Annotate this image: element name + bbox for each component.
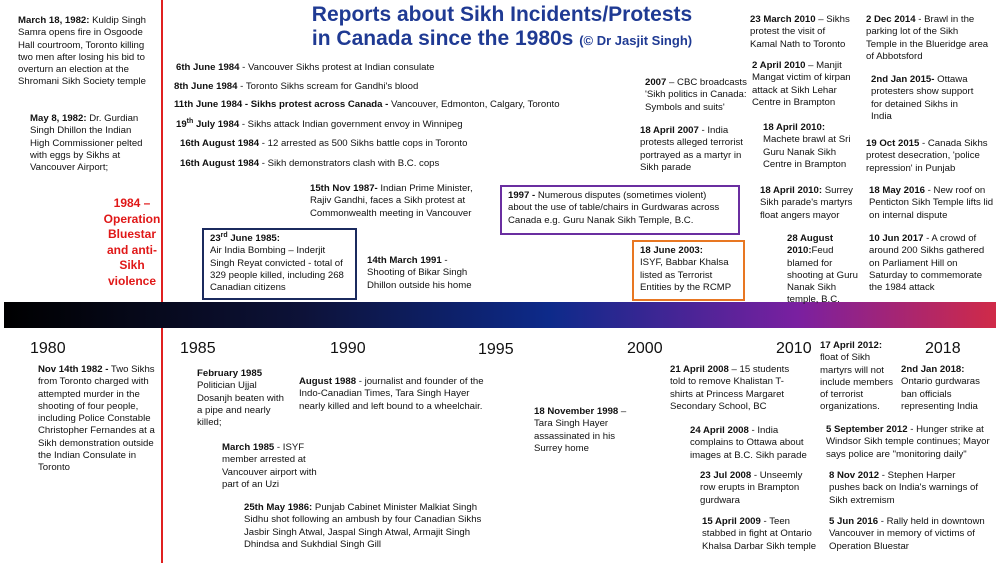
event-nov-2012: 8 Nov 2012 - Stephen Harper pushes back on India's warnings of Sikh extremism (829, 470, 979, 506)
event-nov-1987: 15th Nov 1987- Indian Prime Minister, Rajiv Gandhi, faces a Sikh protest at Commonwealth meeting in Vancouver (310, 183, 473, 219)
year-label-1985: 1985 (180, 340, 216, 357)
event-18-april-2010-machete: 18 April 2010: Machete brawl at Sri Guru Nanak Sikh Centre in Brampton (763, 122, 851, 170)
bluestar-label: 1984 – Operation Bluestar and anti-Sikh violence (103, 196, 161, 288)
event-jul-2008: 23 Jul 2008 - Unseemly row erupts in Brampton gurdwara (700, 470, 803, 506)
air-india-bombing-box (202, 228, 357, 300)
dispute-1997-box (500, 185, 740, 235)
dispute-1997-text: Numerous disputes (sometimes violent) about the use of table/chairs in Gurdwaras across Canada e.g. Guru Nanak Sikh Temple, B.C. (508, 190, 720, 226)
event-24-april-2008: 24 April 2008 - India complains to Ottawa about images at B.C. Sikh parade (690, 425, 807, 461)
year-label-2010: 2010 (776, 340, 812, 357)
terrorist-listing-date: 18 June 2003: (640, 245, 703, 256)
event-nov-1998: 18 November 1998 – Tara Singh Hayer assassinated in his Surrey home (534, 406, 627, 454)
event-16-aug-1984-bc: 16th August 1984 - Sikh demonstrators clash with B.C. cops (180, 158, 440, 169)
year-label-1990: 1990 (330, 340, 366, 357)
page-title (262, 3, 742, 53)
year-label-1995: 1995 (478, 341, 514, 358)
event-aug-2010: 28 August 2010:Feud blamed for shooting at Guru Nanak Sikh temple, B.C. (787, 233, 858, 306)
event-april-2012: 17 April 2012: float of Sikh martyrs will not include members of terrorist organizations. (820, 340, 894, 413)
event-jun-2017: 10 Jun 2017 - A crowd of around 200 Sikhs gathered on Parliament Hill on Saturday to commemorate the 1984 attack (869, 233, 985, 294)
event-aug-1988: August 1988 - journalist and founder of the Indo-Canadian Times, Tara Singh Hayer nearly killed and left bound to a wheelchair. (299, 376, 484, 412)
air-india-text: Air India Bombing – Inderjit Singh Reyat convicted - total of 329 people killed, including 268 Canadian citizens (210, 245, 344, 294)
year-label-2018: 2018 (925, 340, 961, 357)
event-may-1986: 25th May 1986: Punjab Cabinet Minister Malkiat Singh Sidhu shot following an ambush by four Canadian Sikhs Jasbir Singh Atwal, Jaspal Singh Atwal, Armajit Singh Dhindsa and Sukhdial Singh Gill (244, 502, 482, 550)
event-21-april-2008: 21 April 2008 – 15 students told to remove Khalistan T-shirts at Princess Margaret Secondary School, BC (670, 364, 790, 412)
event-8-june-1984: 8th June 1984 - Toronto Sikhs scream for Gandhi's blood (174, 81, 419, 92)
event-feb-1985: February 1985 Politician Ujjal Dosanjh beaten with a pipe and nearly killed; (197, 368, 284, 429)
event-sep-2012: 5 September 2012 - Hunger strike at Windsor Sikh temple continues; Mayor says police are "monitoring daily" (826, 424, 990, 460)
event-march-1991: 14th March 1991 - Shooting of Bikar Singh Dhillon outside his home (367, 255, 472, 291)
event-dec-2014: 2 Dec 2014 - Brawl in the parking lot of the Sikh Temple in the Blueridge area of Abbotsford (866, 14, 989, 62)
dispute-1997-date: 1997 - (508, 190, 536, 201)
event-oct-2015: 19 Oct 2015 - Canada Sikhs protest desecration, 'police repression' in Punjab (866, 138, 988, 174)
event-march-2010: 23 March 2010 – Sikhs protest the visit of Kamal Nath to Toronto (750, 14, 850, 50)
title-line-1: Reports about Sikh Incidents/Protests (311, 3, 693, 26)
event-april-2007: 18 April 2007 - India protests alleged terrorist portrayed as a martyr in Sikh parade (640, 125, 743, 173)
title-line-2: in Canada since the 1980s (© Dr Jasjit Singh) (311, 27, 693, 50)
event-18-april-2010-surrey: 18 April 2010: Surrey Sikh parade's martyrs float angers mayor (760, 185, 853, 221)
event-jan-2015: 2nd Jan 2015- Ottawa protesters show support for detained Sikhs in India (871, 74, 974, 122)
event-may-1982: May 8, 1982: Dr. Gurdian Singh Dhillon the Indian High Commissioner pelted with eggs by Sikhs at Vancouver Airport; (30, 113, 143, 174)
terrorist-listing-2003-box (632, 240, 745, 301)
event-may-2016: 18 May 2016 - New roof on Penticton Sikh Temple lifts lid on internal dispute (869, 185, 994, 221)
year-label-1980: 1980 (30, 340, 66, 357)
event-jun-2016: 5 Jun 2016 - Rally held in downtown Vancouver in memory of victims of Operation Bluestar (829, 516, 985, 552)
title-credit: (© Dr Jasjit Singh) (579, 33, 693, 48)
event-cbc-2007: 2007 – CBC broadcasts 'Sikh politics in Canada: Symbols and suits' (645, 77, 747, 113)
terrorist-listing-text: ISYF, Babbar Khalsa listed as Terrorist Entities by the RCMP (640, 257, 732, 293)
year-label-2000: 2000 (627, 340, 663, 357)
event-6-june-1984: 6th June 1984 - Vancouver Sikhs protest at Indian consulate (176, 62, 435, 73)
air-india-date: 23rd June 1985: (210, 231, 280, 244)
event-march-1985: March 1985 - ISYF member arrested at Vancouver airport with part of an Uzi (222, 442, 317, 490)
event-11-june-1984: 11th June 1984 - Sikhs protest across Canada - Vancouver, Edmonton, Calgary, Toronto (174, 99, 560, 110)
event-jan-2018: 2nd Jan 2018: Ontario gurdwaras ban officials representing India (901, 364, 980, 412)
event-april-2009: 15 April 2009 - Teen stabbed in fight at Ontario Khalsa Darbar Sikh temple (702, 516, 817, 552)
event-nov-1982: Nov 14th 1982 - Two Sikhs from Toronto charged with attempted murder in the shooting of four people, including Police Constable Christopher Fernandes at a Sikh demonstration outside the Indian Consulate in Toronto (38, 364, 155, 474)
event-19-july-1984: 19th July 1984 - Sikhs attack Indian government envoy in Winnipeg (176, 117, 463, 130)
event-16-aug-1984-toronto: 16th August 1984 - 12 arrested as 500 Sikhs battle cops in Toronto (180, 138, 468, 149)
event-march-1982: March 18, 1982: Kuldip Singh Samra opens fire in Osgoode Hall courtroom, Toronto killing two men after losing his bid to overturn an election at the Shromani Sikh Society temple (18, 15, 147, 88)
event-2-april-2010: 2 April 2010 – Manjit Mangat victim of kirpan attack at Sikh Lehar Centre in Brampton (752, 60, 851, 108)
